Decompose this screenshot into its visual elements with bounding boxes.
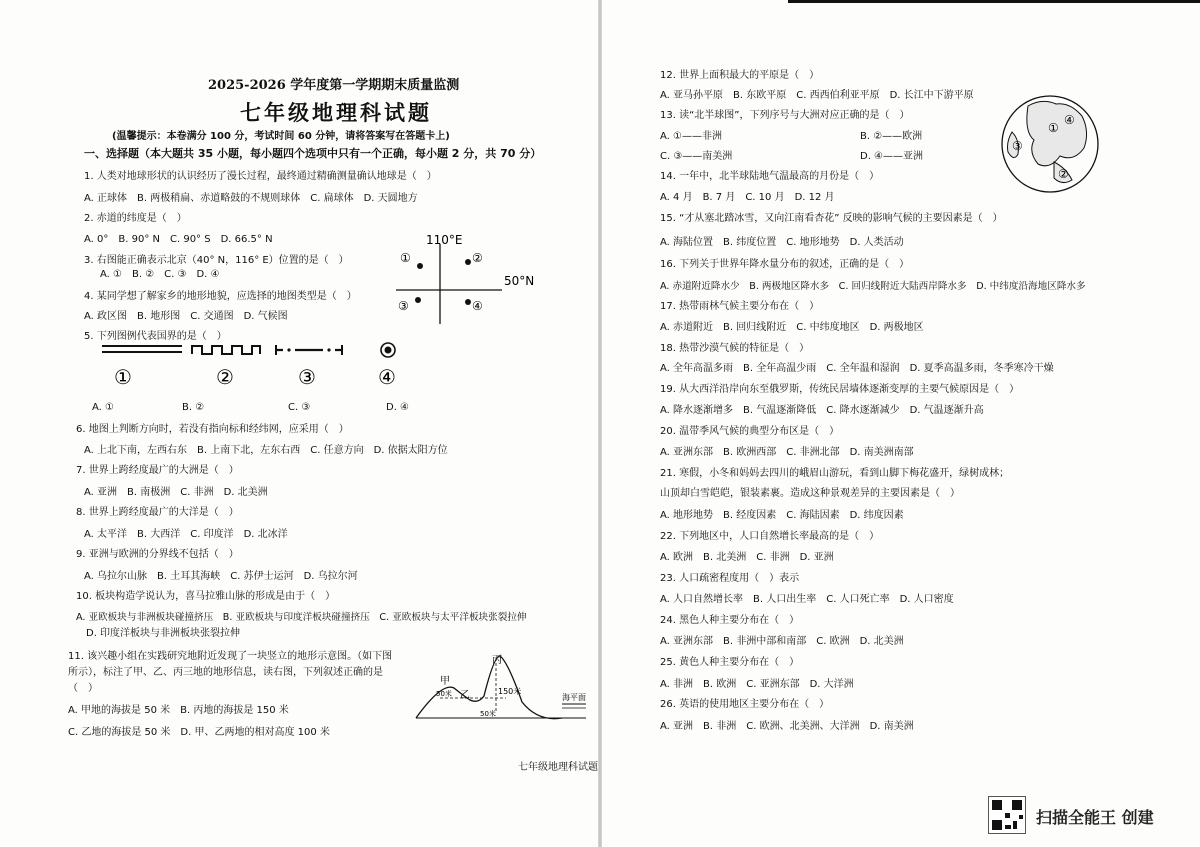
- q5-option-b: B. ②: [182, 402, 205, 413]
- q24: 24. 黑色人种主要分布在（ ）: [660, 615, 800, 626]
- terrain-h50b: 50米: [480, 710, 496, 718]
- q10: 10. 板块构造学说认为，喜马拉雅山脉的形成是由于（ ）: [76, 591, 336, 602]
- q8-options: A. 太平洋 B. 大西洋 C. 印度洋 D. 北冰洋: [84, 529, 288, 540]
- terrain-h150: 150米: [498, 687, 522, 696]
- q25: 25. 黄色人种主要分布在（ ）: [660, 657, 800, 668]
- q18: 18. 热带沙漠气候的特征是（ ）: [660, 343, 810, 354]
- section-heading: 一、选择题（本大题共 35 小题，每小题四个选项中只有一个正确，每小题 2 分，共 70 分）: [84, 147, 542, 160]
- q14: 14. 一年中，北半球陆地气温最高的月份是（ ）: [660, 171, 880, 182]
- q13-option-c: C. ③——南美洲: [660, 151, 733, 162]
- scan-edge-bar: [788, 0, 1200, 3]
- q6-options: A. 上北下南，左西右东 B. 上南下北，左东右西 C. 任意方向 D. 依据太阳方位: [84, 445, 448, 456]
- q10-options-1: A. 亚欧板块与非洲板块碰撞挤压 B. 亚欧板块与印度洋板块碰撞挤压 C. 亚欧板块与太平洋板块张裂拉伸: [76, 612, 527, 623]
- q1-options: A. 正球体 B. 两极稍扁、赤道略鼓的不规则球体 C. 扁球体 D. 天圆地方: [84, 193, 418, 204]
- q21: 21. 寒假，小冬和妈妈去四川的峨眉山游玩，看到山脚下梅花盛开，绿树成林；: [660, 468, 1010, 479]
- legend-num-3: ③: [298, 365, 316, 389]
- q11-options-1: A. 甲地的海拔是 50 米 B. 丙地的海拔是 150 米: [68, 705, 289, 716]
- q8: 8. 世界上跨经度最广的大洋是（ ）: [76, 507, 239, 518]
- q5-option-a: A. ①: [92, 402, 114, 413]
- q1: 1. 人类对地球形状的认识经历了漫长过程，最终通过精确测量确认地球是（ ）: [84, 171, 437, 182]
- q5-option-d: D. ④: [386, 402, 410, 413]
- q26: 26. 英语的使用地区主要分布在（ ）: [660, 699, 830, 710]
- q4-options: A. 政区图 B. 地形图 C. 交通图 D. 气候图: [84, 311, 288, 322]
- q12-options: A. 亚马孙平原 B. 东欧平原 C. 西西伯利亚平原 D. 长江中下游平原: [660, 90, 974, 101]
- terrain-bing: 丙: [492, 655, 502, 666]
- q9: 9. 亚洲与欧洲的分界线不包括（ ）: [76, 549, 239, 560]
- q5-option-c: C. ③: [288, 402, 311, 413]
- globe-label-3: ③: [1012, 139, 1023, 153]
- q11: 11. 该兴趣小组在实践研究地附近发现了一块竖立的地形示意图。（如下图: [68, 651, 393, 662]
- q22: 22. 下列地区中，人口自然增长率最高的是（ ）: [660, 531, 880, 542]
- q7: 7. 世界上跨经度最广的大洲是（ ）: [76, 465, 239, 476]
- q21-line2: 山顶却白雪皑皑，银装素裹。造成这种景观差异的主要因素是（ ）: [660, 488, 960, 499]
- q20: 20. 温带季风气候的典型分布区是（ ）: [660, 426, 840, 437]
- terrain-h50: 50米: [436, 690, 452, 698]
- q21-options: A. 地形地势 B. 经度因素 C. 海陆因素 D. 纬度因素: [660, 510, 904, 521]
- terrain-jia: 甲: [440, 676, 450, 687]
- q24-options: A. 亚洲东部 B. 非洲中部和南部 C. 欧洲 D. 北美洲: [660, 636, 904, 647]
- scanner-watermark: [988, 796, 1200, 834]
- terrain-yi: 乙: [460, 690, 470, 701]
- q3: 3. 右图能正确表示北京（40° N，116° E）位置的是（ ）: [84, 255, 349, 266]
- globe-label-1: ①: [1048, 121, 1059, 135]
- right-page: [600, 0, 1200, 847]
- q4: 4. 某同学想了解家乡的地形地貌，应选择的地图类型是（ ）: [84, 291, 357, 302]
- q23-options: A. 人口自然增长率 B. 人口出生率 C. 人口死亡率 D. 人口密度: [660, 594, 954, 605]
- q19-options: A. 降水逐渐增多 B. 气温逐渐降低 C. 降水逐渐减少 D. 气温逐渐升高: [660, 405, 984, 416]
- q11-line2: 所示），标注了甲、乙、丙三地的地形信息，读右图，下列叙述正确的是: [68, 667, 383, 678]
- q2: 2. 赤道的纬度是（ ）: [84, 213, 187, 224]
- q13: 13. 读“北半球图”，下列序号与大洲对应正确的是（ ）: [660, 110, 910, 121]
- point-1-label: ①: [400, 251, 411, 265]
- terrain-profile-figure: [412, 652, 588, 728]
- q5: 5. 下列图例代表国界的是（ ）: [84, 331, 227, 342]
- q13-option-a: A. ①——非洲: [660, 131, 722, 142]
- watermark-text: 扫描全能王 创建: [1036, 808, 1154, 827]
- lat-label: 50°N: [504, 274, 535, 288]
- legend-num-4: ④: [378, 365, 396, 389]
- q26-options: A. 亚洲 B. 非洲 C. 欧洲、北美洲、大洋洲 D. 南美洲: [660, 721, 914, 732]
- q16-options: A. 赤道附近降水少 B. 两极地区降水多 C. 回归线附近大陆西岸降水多 D. 中纬度沿海地区降水多: [660, 281, 1086, 292]
- point-3-label: ③: [398, 299, 409, 313]
- exam-year-header: 2025-2026 学年度第一学期期末质量监测: [208, 78, 460, 93]
- q3-options: A. ① B. ② C. ③ D. ④: [100, 269, 220, 280]
- q9-options: A. 乌拉尔山脉 B. 土耳其海峡 C. 苏伊士运河 D. 乌拉尔河: [84, 571, 358, 582]
- q22-options: A. 欧洲 B. 北美洲 C. 非洲 D. 亚洲: [660, 552, 834, 563]
- q6: 6. 地图上判断方向时，若没有指向标和经纬网，应采用（ ）: [76, 424, 349, 435]
- q14-options: A. 4 月 B. 7 月 C. 10 月 D. 12 月: [660, 192, 835, 203]
- globe-label-2: ②: [1058, 167, 1069, 181]
- point-4-label: ④: [472, 299, 483, 313]
- northern-hemisphere-figure: [998, 92, 1102, 196]
- qr-code-icon: [988, 796, 1026, 834]
- point-2-label: ②: [472, 251, 483, 265]
- globe-label-4: ④: [1064, 113, 1075, 127]
- q10-options-2: D. 印度洋板块与非洲板块张裂拉伸: [86, 628, 241, 639]
- q2-options: A. 0° B. 90° N C. 90° S D. 66.5° N: [84, 234, 273, 245]
- q17: 17. 热带雨林气候主要分布在（ ）: [660, 301, 820, 312]
- q16: 16. 下列关于世界年降水量分布的叙述，正确的是（ ）: [660, 259, 910, 270]
- q7-options: A. 亚洲 B. 南极洲 C. 非洲 D. 北美洲: [84, 487, 268, 498]
- legend-num-1: ①: [114, 365, 132, 389]
- q15-options: A. 海陆位置 B. 纬度位置 C. 地形地势 D. 人类活动: [660, 237, 904, 248]
- q13-option-b: B. ②——欧洲: [860, 131, 923, 142]
- q20-options: A. 亚洲东部 B. 欧洲西部 C. 非洲北部 D. 南美洲南部: [660, 447, 914, 458]
- q12: 12. 世界上面积最大的平原是（ ）: [660, 70, 820, 81]
- latlon-grid-figure: [392, 232, 552, 328]
- exam-title: 七年级地理科试题: [240, 100, 432, 125]
- footer-subject: 七年级地理科试题: [518, 762, 598, 773]
- page-fold: [598, 0, 602, 847]
- terrain-sea: 海平面: [562, 693, 586, 702]
- q11-options-2: C. 乙地的海拔是 50 米 D. 甲、乙两地的相对高度 100 米: [68, 727, 330, 738]
- q19: 19. 从大西洋沿岸向东至俄罗斯，传统民居墙体逐渐变厚的主要气候原因是（ ）: [660, 384, 1020, 395]
- q15: 15. “才从塞北踏冰雪，又向江南看杏花” 反映的影响气候的主要因素是（ ）: [660, 213, 1003, 224]
- q11-line3: （ ）: [68, 683, 98, 694]
- q23: 23. 人口疏密程度用（ ）表示: [660, 573, 800, 584]
- q17-options: A. 赤道附近 B. 回归线附近 C. 中纬度地区 D. 两极地区: [660, 322, 924, 333]
- exam-tip: (温馨提示：本卷满分 100 分，考试时间 60 分钟，请将答案写在答题卡上): [112, 131, 450, 142]
- lon-label: 110°E: [426, 233, 463, 247]
- q18-options: A. 全年高温多雨 B. 全年高温少雨 C. 全年温和湿润 D. 夏季高温多雨，冬季寒冷干燥: [660, 363, 1054, 374]
- legend-num-2: ②: [216, 365, 234, 389]
- q25-options: A. 非洲 B. 欧洲 C. 亚洲东部 D. 大洋洲: [660, 679, 854, 690]
- q13-option-d: D. ④——亚洲: [860, 151, 924, 162]
- border-legend-symbols: [100, 340, 420, 392]
